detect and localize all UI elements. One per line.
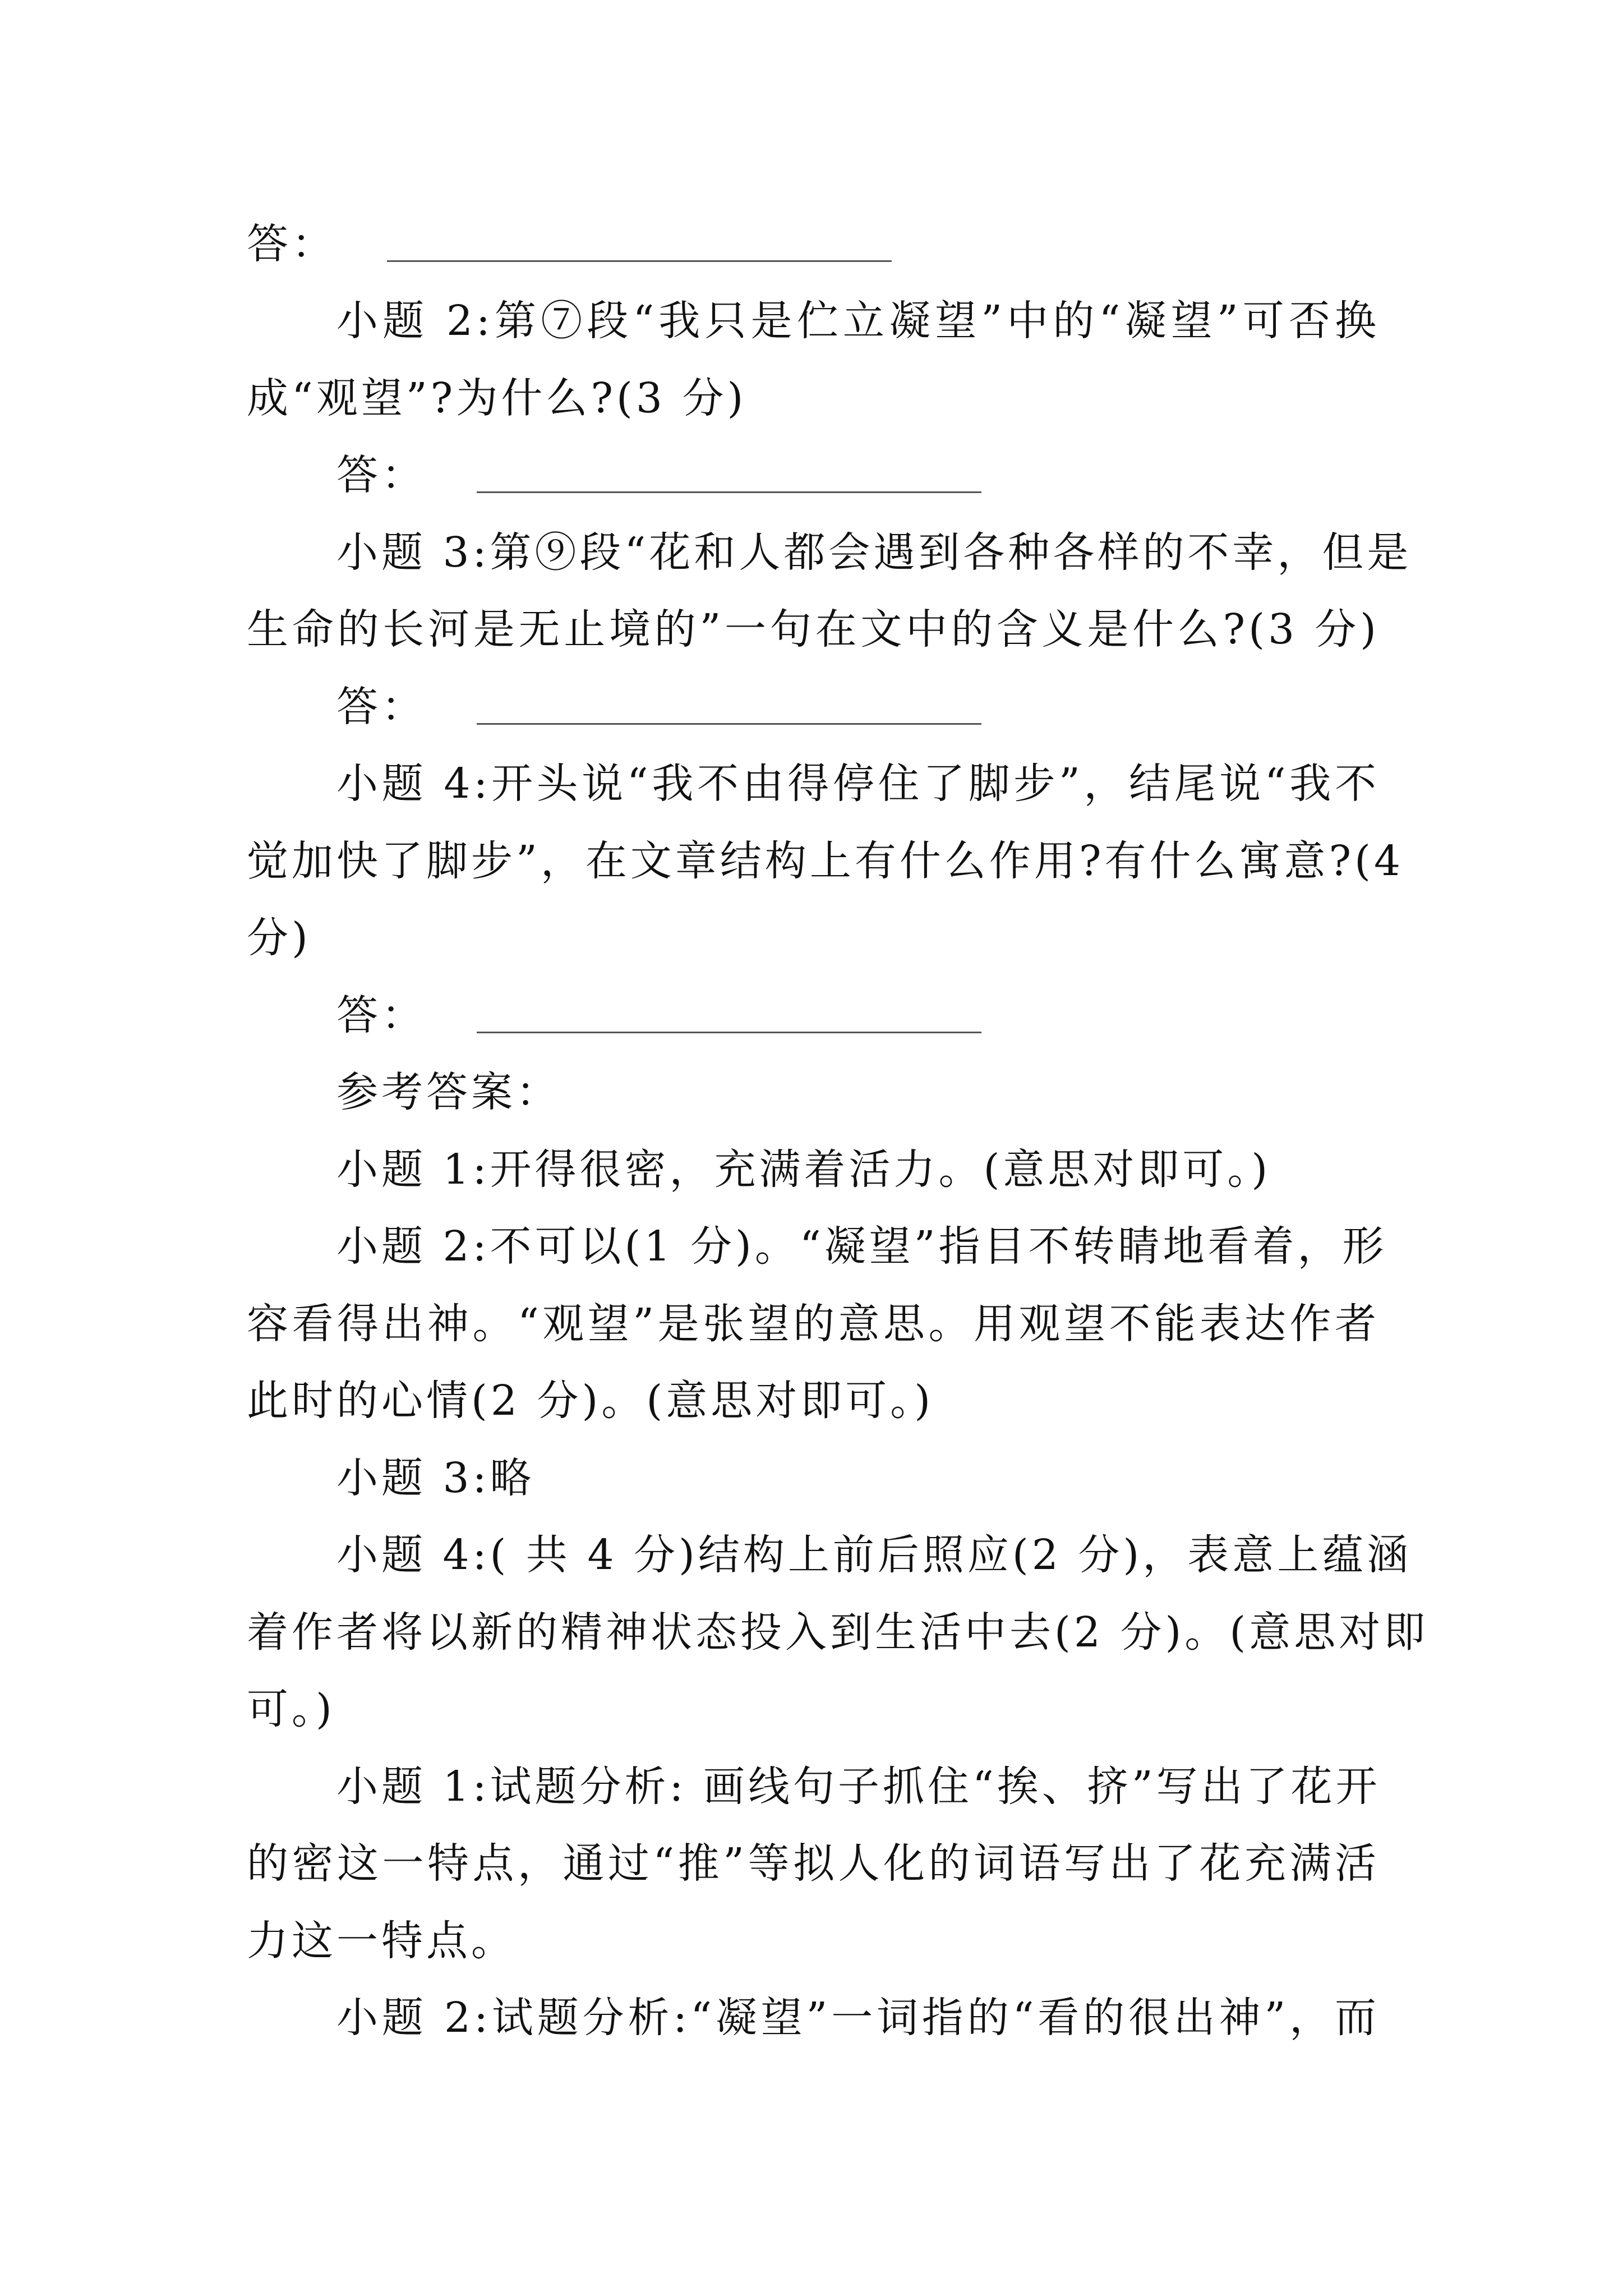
line-text: 力这一特点。 xyxy=(247,1917,516,1965)
line-text: 小题 3:第⑨段“花和人都会遇到各种各样的不幸，但是 xyxy=(336,528,1412,577)
answer-blank xyxy=(477,1004,981,1033)
line-text: 答： xyxy=(247,220,336,268)
text-line xyxy=(247,910,1380,966)
line-text: 小题 3:略 xyxy=(336,1454,535,1502)
line-text: 容看得出神。“观望”是张望的意思。用观望不能表达作者 xyxy=(247,1300,1380,1348)
line-text: 小题 1:试题分析: 画线句子抓住“挨、挤”写出了花开 xyxy=(336,1763,1381,1811)
line-text: 小题 1:开得很密，充满着活力。(意思对即可。) xyxy=(336,1145,1271,1194)
text-line xyxy=(247,1681,1380,1737)
text-line xyxy=(247,1373,1380,1429)
line-text: 此时的心情(2 分)。(意思对即可。) xyxy=(247,1377,934,1425)
line-text: 参考答案： xyxy=(336,1068,561,1116)
text-line xyxy=(336,524,1412,581)
text-line xyxy=(336,293,1380,349)
answer-blank xyxy=(387,232,892,262)
answer-line xyxy=(336,987,1380,1043)
line-text: 可。) xyxy=(247,1685,335,1733)
line-text: 的密这一特点，通过“推”等拟人化的词语写出了花充满活 xyxy=(247,1839,1380,1888)
answer-line xyxy=(247,216,1380,272)
line-text: 小题 4:开头说“我不由得停住了脚步”，结尾说“我不 xyxy=(336,760,1380,808)
line-text: 生命的长河是无止境的”一句在文中的含义是什么?(3 分) xyxy=(247,605,1380,654)
line-text: 成“观望”?为什么?(3 分) xyxy=(247,374,747,422)
text-line xyxy=(336,1759,1380,1815)
text-line xyxy=(247,370,1380,426)
answer-line xyxy=(336,447,1380,503)
text-line xyxy=(247,1604,1429,1660)
line-text: 着作者将以新的精神状态投入到生活中去(2 分)。(意思对即 xyxy=(247,1608,1429,1657)
line-text: 小题 4:( 共 4 分)结构上前后照应(2 分)，表意上蕴涵 xyxy=(336,1531,1412,1579)
line-text: 小题 2:第⑦段“我只是伫立凝望”中的“凝望”可否换 xyxy=(336,297,1380,345)
line-text: 答： xyxy=(336,451,426,499)
text-line xyxy=(336,1450,1380,1506)
line-text: 小题 2:不可以(1 分)。“凝望”指目不转睛地看着，形 xyxy=(336,1222,1387,1271)
text-line xyxy=(336,1064,1380,1120)
line-text: 觉加快了脚步”，在文章结构上有什么作用?有什么寓意?(4 xyxy=(247,837,1404,885)
line-text: 小题 2:试题分析:“凝望”一词指的“看的很出神”，而 xyxy=(336,1994,1380,2042)
text-line xyxy=(336,1527,1412,1583)
text-line xyxy=(336,756,1380,812)
text-line xyxy=(247,1296,1380,1352)
text-line xyxy=(336,1990,1380,2046)
line-text: 答： xyxy=(336,683,426,731)
text-line xyxy=(336,1142,1380,1198)
text-line xyxy=(247,833,1404,889)
line-text: 分) xyxy=(247,914,311,962)
answer-line xyxy=(336,679,1380,735)
line-text: 答： xyxy=(336,991,426,1039)
text-line xyxy=(247,1835,1380,1892)
text-line xyxy=(336,1218,1387,1274)
text-line xyxy=(247,1913,1380,1969)
answer-blank xyxy=(477,695,981,725)
answer-blank xyxy=(477,463,981,493)
text-line xyxy=(247,601,1380,657)
